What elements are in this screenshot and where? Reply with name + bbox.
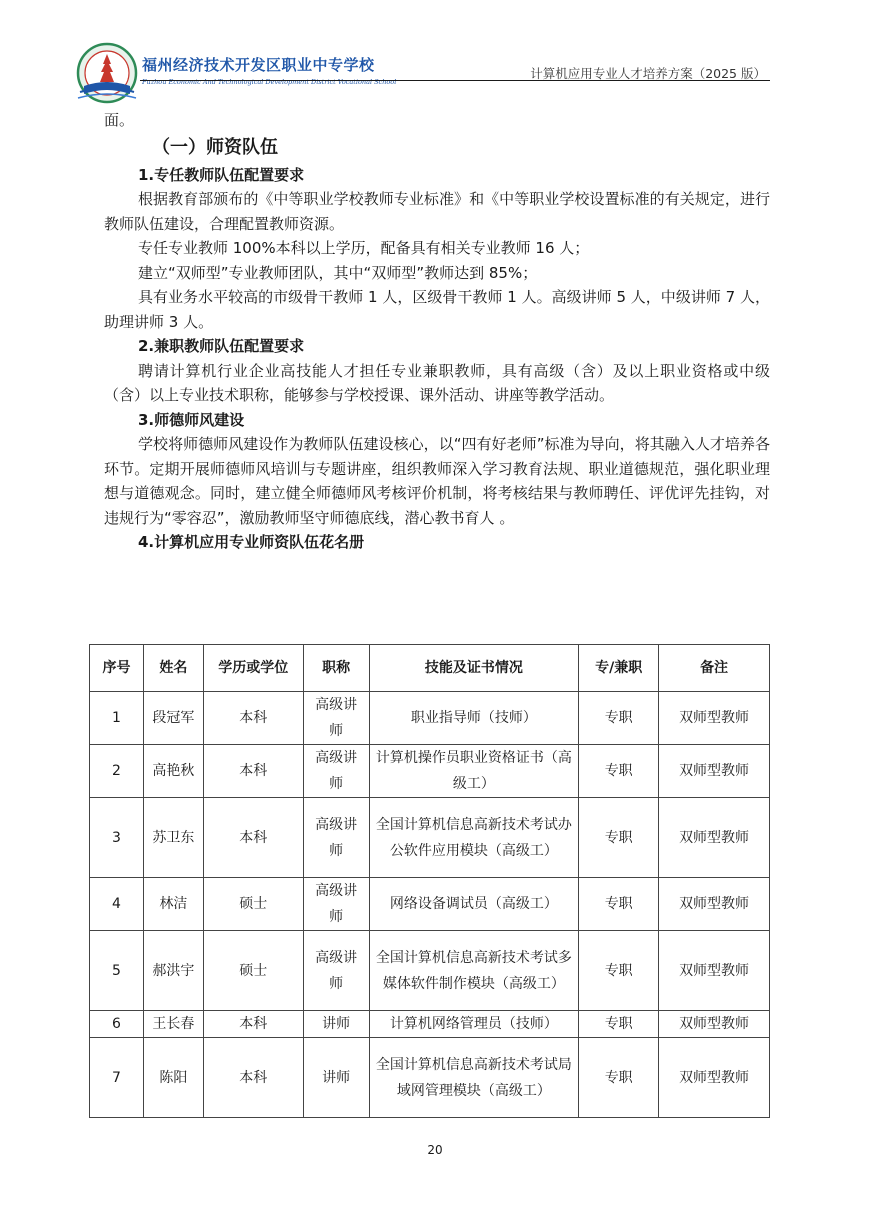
paragraph: 具有业务水平较高的市级骨干教师 1 人，区级骨干教师 1 人。高级讲师 5 人，中级讲师 7 人，助理讲师 3 人。 — [104, 288, 770, 331]
table-cell: 林洁 — [143, 878, 203, 931]
table-cell: 计算机操作员职业资格证书（高级工） — [369, 745, 579, 798]
table-cell: 双师型教师 — [659, 798, 770, 878]
table-cell: 1 — [90, 692, 144, 745]
table-cell: 3 — [90, 798, 144, 878]
table-cell: 双师型教师 — [659, 1011, 770, 1038]
table-cell: 苏卫东 — [143, 798, 203, 878]
column-header: 职称 — [303, 645, 369, 692]
column-header: 技能及证书情况 — [369, 645, 579, 692]
table-cell: 陈阳 — [143, 1038, 203, 1118]
column-header: 姓名 — [143, 645, 203, 692]
table-cell: 高艳秋 — [143, 745, 203, 798]
subsection-title-1: 1.专任教师队伍配置要求 — [138, 165, 305, 184]
table-cell: 讲师 — [303, 1038, 369, 1118]
table-cell: 7 — [90, 1038, 144, 1118]
document-body — [104, 108, 770, 555]
table-cell: 双师型教师 — [659, 745, 770, 798]
table-cell: 硕士 — [203, 878, 303, 931]
paragraph: 专任专业教师 100%本科以上学历，配备具有相关专业教师 16 人； — [138, 239, 590, 257]
table-cell: 王长春 — [143, 1011, 203, 1038]
paragraph: 聘请计算机行业企业高技能人才担任专业兼职教师，具有高级（含）及以上职业资格或中级（含）以上专业技术职称，能够参与学校授课、课外活动、讲座等教学活动。 — [104, 361, 770, 404]
page-number: 20 — [427, 1143, 443, 1157]
subsection-title-4: 4.计算机应用专业师资队伍花名册 — [138, 533, 365, 551]
table-cell: 全国计算机信息高新技术考试局域网管理模块（高级工） — [369, 1038, 579, 1118]
table-cell: 高级讲师 — [303, 745, 369, 798]
table-cell: 专职 — [579, 745, 659, 798]
column-header: 序号 — [90, 645, 144, 692]
table-cell: 网络设备调试员（高级工） — [369, 878, 579, 931]
table-cell: 职业指导师（技师） — [369, 692, 579, 745]
table-cell: 全国计算机信息高新技术考试多媒体软件制作模块（高级工） — [369, 931, 579, 1011]
table-cell: 专职 — [579, 798, 659, 878]
table-cell: 郝洪宇 — [143, 931, 203, 1011]
carry-over-text: 面。 — [104, 111, 135, 129]
table-cell: 专职 — [579, 878, 659, 931]
table-cell: 硕士 — [203, 931, 303, 1011]
table-cell: 本科 — [203, 1011, 303, 1038]
paragraph: 学校将师德师风建设作为教师队伍建设核心，以“四有好老师”标准为导向，将其融入人才培养各环节。定期开展师德师风培训与专题讲座，组织教师深入学习教育法规、职业道德规范，强化职业理想与道德观念。同时，建立健全师德师风考核评价机制，将考核结果与教师聘任、评优评先挂钩，对违规行为“零容忍”，激励教师坚守师德底线，潜心教书育人 。 — [104, 435, 770, 527]
paragraph: 根据教育部颁布的《中等职业学校教师专业标准》和《中等职业学校设置标准的有关规定，进行教师队伍建设，合理配置教师资源。 — [104, 190, 770, 233]
table-cell: 讲师 — [303, 1011, 369, 1038]
table-row — [90, 1038, 770, 1118]
page-header — [76, 40, 770, 106]
table-cell: 高级讲师 — [303, 798, 369, 878]
table-row — [90, 1011, 770, 1038]
table-row — [90, 745, 770, 798]
school-name-en: Fuzhou Economic And Technological Development District Vocational School — [142, 78, 397, 86]
table-row — [90, 692, 770, 745]
teacher-roster-table — [89, 644, 770, 1118]
table-row — [90, 931, 770, 1011]
table-cell: 专职 — [579, 692, 659, 745]
subsection-title-3: 3.师德师风建设 — [138, 410, 245, 429]
table-cell: 4 — [90, 878, 144, 931]
table-cell: 高级讲师 — [303, 878, 369, 931]
column-header: 备注 — [659, 645, 770, 692]
table-cell: 专职 — [579, 931, 659, 1011]
table-cell: 本科 — [203, 798, 303, 878]
table-cell: 高级讲师 — [303, 692, 369, 745]
column-header: 专/兼职 — [579, 645, 659, 692]
table-cell: 本科 — [203, 1038, 303, 1118]
table-header-row — [90, 645, 770, 692]
table-row — [90, 878, 770, 931]
table-cell: 双师型教师 — [659, 1038, 770, 1118]
table-cell: 专职 — [579, 1011, 659, 1038]
table-cell: 高级讲师 — [303, 931, 369, 1011]
school-logo — [76, 42, 138, 104]
subsection-title-2: 2.兼职教师队伍配置要求 — [138, 337, 305, 355]
table-cell: 全国计算机信息高新技术考试办公软件应用模块（高级工） — [369, 798, 579, 878]
table-cell: 5 — [90, 931, 144, 1011]
school-name-cn: 福州经济技术开发区职业中专学校 — [142, 56, 375, 74]
table-cell: 专职 — [579, 1038, 659, 1118]
table-cell: 本科 — [203, 692, 303, 745]
column-header: 学历或学位 — [203, 645, 303, 692]
document-title: 计算机应用专业人才培养方案（2025 版） — [530, 66, 766, 81]
table-cell: 本科 — [203, 745, 303, 798]
table-row — [90, 798, 770, 878]
table-cell: 双师型教师 — [659, 692, 770, 745]
table-cell: 计算机网络管理员（技师） — [369, 1011, 579, 1038]
table-cell: 6 — [90, 1011, 144, 1038]
table-cell: 段冠军 — [143, 692, 203, 745]
header-divider — [140, 80, 770, 81]
table-cell: 双师型教师 — [659, 878, 770, 931]
table-cell: 双师型教师 — [659, 931, 770, 1011]
table-cell: 2 — [90, 745, 144, 798]
section-title: （一）师资队伍 — [152, 136, 278, 158]
paragraph: 建立“双师型”专业教师团队，其中“双师型”教师达到 85%； — [138, 263, 538, 282]
